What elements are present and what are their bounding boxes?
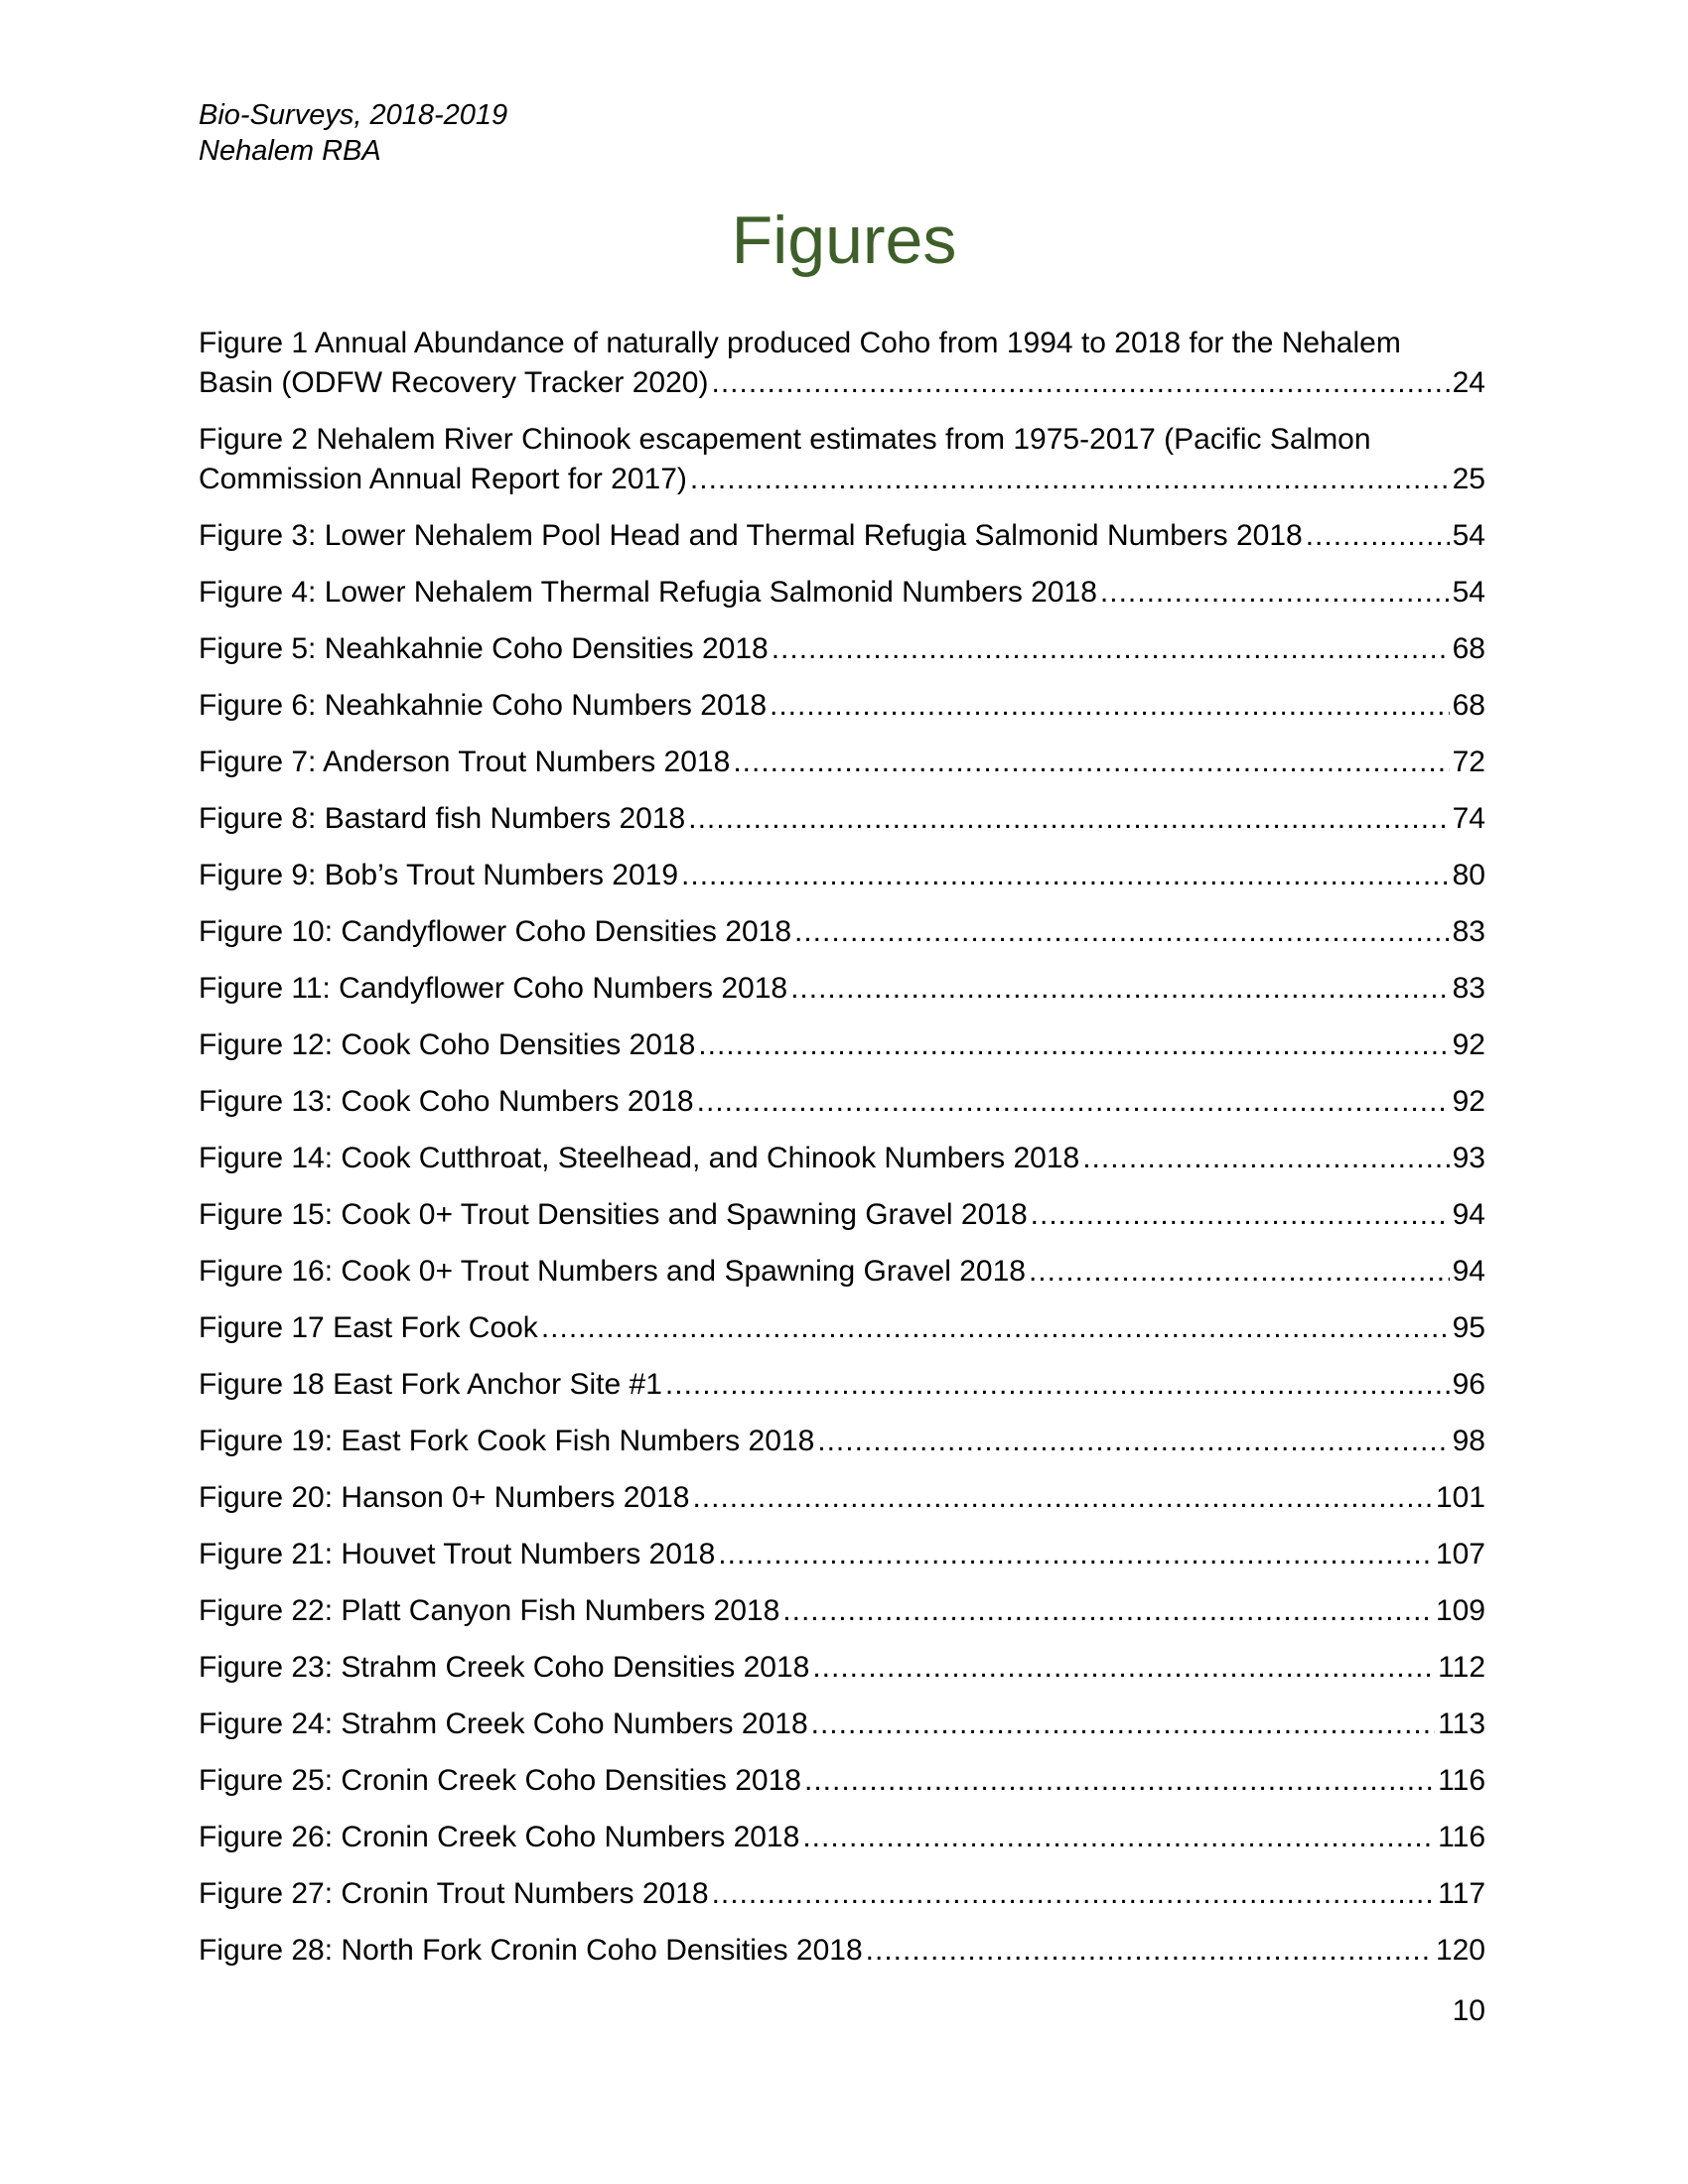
toc-entry-line — [199, 1648, 1485, 1688]
toc-entry[interactable] — [199, 1874, 1485, 1914]
toc-entry[interactable] — [199, 912, 1485, 952]
toc-entry-title: Figure 8: Bastard fish Numbers 2018 — [199, 802, 686, 835]
toc-entry-title: Figure 7: Anderson Trout Numbers 2018 — [199, 746, 731, 778]
toc-entry-page: 93 — [1452, 1142, 1485, 1174]
toc-entry-line — [199, 1478, 1485, 1518]
toc-entry[interactable] — [199, 856, 1485, 895]
toc-entry-line — [199, 686, 1485, 726]
dot-leader — [866, 1931, 1433, 1971]
toc-entry-page: 109 — [1435, 1594, 1485, 1627]
toc-entry[interactable] — [199, 743, 1485, 782]
toc-entry-line — [199, 856, 1485, 895]
toc-entry-page: 68 — [1452, 689, 1485, 722]
toc-entry-title: Figure 6: Neahkahnie Coho Numbers 2018 — [199, 689, 768, 722]
toc-entry-line — [199, 1422, 1485, 1461]
dot-leader — [811, 1705, 1436, 1744]
toc-entry-page: 74 — [1452, 802, 1485, 835]
toc-entry[interactable] — [199, 1648, 1485, 1688]
toc-entry-line — [199, 516, 1485, 556]
toc-entry-title: Basin (ODFW Recovery Tracker 2020) — [199, 366, 709, 399]
toc-entry-page: 72 — [1452, 746, 1485, 778]
toc-entry-first-line: Figure 2 Nehalem River Chinook escapement estimates from 1975-2017 (Pacific Salmon — [199, 423, 1371, 456]
toc-entry-line — [199, 912, 1485, 952]
toc-entry[interactable] — [199, 1365, 1485, 1405]
toc-entry-title: Figure 17 East Fork Cook — [199, 1311, 538, 1344]
dot-leader — [665, 1365, 1450, 1405]
toc-entry-line — [199, 1082, 1485, 1122]
dot-leader — [711, 363, 1449, 403]
dot-leader — [697, 1082, 1450, 1122]
toc-entry[interactable] — [199, 969, 1485, 1009]
header-report-title: Bio-Surveys, 2018-2019 — [199, 99, 508, 131]
toc-entry-line — [199, 460, 1485, 499]
toc-entry[interactable] — [199, 686, 1485, 726]
toc-entry-line — [199, 1761, 1485, 1801]
dot-leader — [812, 1648, 1435, 1688]
running-header — [199, 97, 507, 169]
toc-entry[interactable] — [199, 1025, 1485, 1065]
toc-entry-line — [199, 1308, 1485, 1348]
toc-entry-page: 96 — [1452, 1368, 1485, 1401]
toc-entry-title: Figure 28: North Fork Cronin Coho Densities 2018 — [199, 1934, 863, 1967]
toc-entry-line — [199, 743, 1485, 782]
toc-entry-line — [199, 1705, 1485, 1744]
toc-entry-page: 83 — [1452, 972, 1485, 1005]
dot-leader — [804, 1761, 1435, 1801]
toc-entry-page: 92 — [1452, 1028, 1485, 1061]
dot-leader — [817, 1422, 1449, 1461]
dot-leader — [718, 1535, 1433, 1574]
toc-entry-line — [199, 629, 1485, 669]
toc-entry-title: Figure 4: Lower Nehalem Thermal Refugia Salmonid Numbers 2018 — [199, 576, 1097, 609]
dot-leader — [712, 1874, 1436, 1914]
toc-entry[interactable] — [199, 1761, 1485, 1801]
page-title: Figures — [731, 203, 957, 278]
toc-entry-line — [199, 1252, 1485, 1292]
toc-entry-page: 120 — [1435, 1934, 1485, 1967]
dot-leader — [733, 743, 1449, 782]
toc-entry[interactable] — [199, 1931, 1485, 1971]
toc-entry-title: Figure 15: Cook 0+ Trout Densities and Spawning Gravel 2018 — [199, 1198, 1028, 1231]
toc-entry-page: 98 — [1452, 1425, 1485, 1457]
toc-entry-line — [199, 363, 1485, 403]
toc-entry-page: 116 — [1438, 1764, 1485, 1797]
toc-entry[interactable] — [199, 1139, 1485, 1178]
toc-entry-page: 54 — [1452, 576, 1485, 609]
dot-leader — [1306, 516, 1450, 556]
toc-entry-title: Figure 3: Lower Nehalem Pool Head and Thermal Refugia Salmonid Numbers 2018 — [199, 519, 1303, 552]
toc-entry-title: Figure 5: Neahkahnie Coho Densities 2018 — [199, 632, 769, 665]
toc-entry[interactable] — [199, 1818, 1485, 1857]
toc-entry-line — [199, 573, 1485, 613]
dot-leader — [772, 629, 1450, 669]
toc-entry-title: Figure 27: Cronin Trout Numbers 2018 — [199, 1877, 709, 1910]
toc-entry[interactable] — [199, 516, 1485, 556]
toc-entry[interactable] — [199, 1478, 1485, 1518]
page-number: 10 — [1452, 1994, 1485, 2027]
dot-leader — [1031, 1195, 1450, 1235]
header-basin-name: Nehalem RBA — [199, 135, 381, 167]
toc-entry-title: Figure 14: Cook Cutthroat, Steelhead, and Chinook Numbers 2018 — [199, 1142, 1080, 1174]
toc-entry-title: Figure 11: Candyflower Coho Numbers 2018 — [199, 972, 788, 1005]
dot-leader — [1082, 1139, 1449, 1178]
toc-entry-title: Figure 23: Strahm Creek Coho Densities 2018 — [199, 1651, 810, 1684]
toc-entry-page: 68 — [1452, 632, 1485, 665]
toc-entry-line — [199, 1818, 1485, 1857]
dot-leader — [1029, 1252, 1450, 1292]
toc-entry-line — [199, 1931, 1485, 1971]
toc-entry-line — [199, 1535, 1485, 1574]
toc-entry-title: Figure 18 East Fork Anchor Site #1 — [199, 1368, 662, 1401]
toc-entry-title: Figure 24: Strahm Creek Coho Numbers 2018 — [199, 1707, 808, 1740]
toc-entry[interactable] — [199, 1422, 1485, 1461]
toc-entry-page: 24 — [1452, 366, 1485, 399]
toc-entry-page: 113 — [1438, 1707, 1485, 1740]
toc-entry[interactable] — [199, 629, 1485, 669]
toc-entry-title: Figure 21: Houvet Trout Numbers 2018 — [199, 1538, 716, 1570]
toc-entry-line — [199, 1195, 1485, 1235]
toc-entry-first-line: Figure 1 Annual Abundance of naturally produced Coho from 1994 to 2018 for the Nehalem — [199, 327, 1401, 359]
toc-entry[interactable] — [199, 420, 1485, 499]
toc-entry-page: 25 — [1452, 463, 1485, 495]
toc-entry[interactable] — [199, 1252, 1485, 1292]
toc-entry-title: Figure 19: East Fork Cook Fish Numbers 2018 — [199, 1425, 815, 1457]
dot-leader — [692, 1478, 1432, 1518]
toc-entry-page: 83 — [1452, 915, 1485, 948]
toc-entry[interactable] — [199, 1308, 1485, 1348]
toc-entry-page: 101 — [1435, 1481, 1485, 1514]
toc-entry[interactable] — [199, 1535, 1485, 1574]
toc-entry[interactable] — [199, 573, 1485, 613]
toc-entry-page: 80 — [1452, 859, 1485, 891]
toc-entry-line — [199, 1874, 1485, 1914]
toc-entry-line — [199, 1365, 1485, 1405]
toc-entry-title: Figure 9: Bob’s Trout Numbers 2019 — [199, 859, 679, 891]
toc-entry-title: Commission Annual Report for 2017) — [199, 463, 687, 495]
toc-entry[interactable] — [199, 1705, 1485, 1744]
toc-entry-page: 116 — [1438, 1821, 1485, 1853]
toc-entry-title: Figure 13: Cook Coho Numbers 2018 — [199, 1085, 694, 1118]
toc-entry-line — [199, 969, 1485, 1009]
dot-leader — [690, 460, 1450, 499]
dot-leader — [698, 1025, 1449, 1065]
toc-entry-page: 54 — [1452, 519, 1485, 552]
toc-entry[interactable] — [199, 324, 1485, 403]
toc-entry-page: 112 — [1438, 1651, 1485, 1684]
toc-entry-line — [199, 1591, 1485, 1631]
toc-entry-title: Figure 10: Candyflower Coho Densities 2018 — [199, 915, 791, 948]
toc-entry-page: 107 — [1435, 1538, 1485, 1570]
toc-entry[interactable] — [199, 1195, 1485, 1235]
dot-leader — [802, 1818, 1435, 1857]
dot-leader — [770, 686, 1450, 726]
dot-leader — [681, 856, 1450, 895]
toc-entry-page: 117 — [1438, 1877, 1485, 1910]
toc-entry-title: Figure 22: Platt Canyon Fish Numbers 2018 — [199, 1594, 780, 1627]
dot-leader — [541, 1308, 1450, 1348]
dot-leader — [688, 799, 1449, 839]
dot-leader — [1100, 573, 1450, 613]
toc-entry-line — [199, 1139, 1485, 1178]
toc-entry[interactable] — [199, 1082, 1485, 1122]
toc-entry-title: Figure 20: Hanson 0+ Numbers 2018 — [199, 1481, 690, 1514]
toc-entry-line — [199, 799, 1485, 839]
toc-entry-page: 94 — [1452, 1255, 1485, 1288]
dot-leader — [782, 1591, 1433, 1631]
toc-entry-title: Figure 26: Cronin Creek Coho Numbers 2018 — [199, 1821, 800, 1853]
dot-leader — [794, 912, 1450, 952]
list-of-figures — [199, 324, 1485, 1987]
toc-entry-page: 95 — [1452, 1311, 1485, 1344]
toc-entry-page: 94 — [1452, 1198, 1485, 1231]
toc-entry-line — [199, 1025, 1485, 1065]
dot-leader — [790, 969, 1450, 1009]
toc-entry-title: Figure 12: Cook Coho Densities 2018 — [199, 1028, 696, 1061]
toc-entry-page: 92 — [1452, 1085, 1485, 1118]
toc-entry[interactable] — [199, 1591, 1485, 1631]
toc-entry[interactable] — [199, 799, 1485, 839]
toc-entry-title: Figure 16: Cook 0+ Trout Numbers and Spawning Gravel 2018 — [199, 1255, 1026, 1288]
toc-entry-title: Figure 25: Cronin Creek Coho Densities 2018 — [199, 1764, 801, 1797]
